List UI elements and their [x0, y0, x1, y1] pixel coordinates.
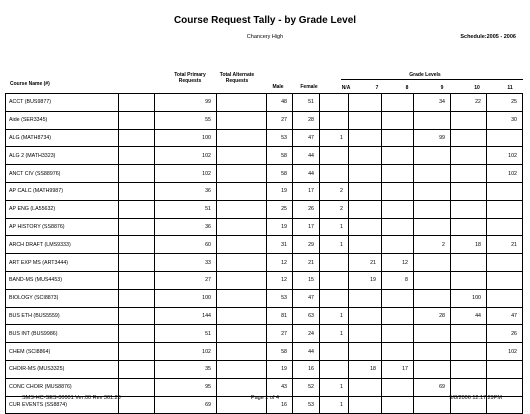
cell-male: 53 [267, 129, 293, 147]
cell-male: 58 [267, 343, 293, 361]
cell-course-name: CHOIR-MS (MUS3325) [6, 360, 119, 378]
cell-na [320, 165, 349, 183]
cell-total-primary: 51 [155, 200, 217, 218]
cell-female: 28 [293, 111, 320, 129]
header-total-primary [165, 72, 215, 84]
cell-na [320, 360, 349, 378]
cell-total-alternate [217, 200, 267, 218]
cell-course-name: ART EXP MS (ART3444) [6, 254, 119, 272]
cell-grade-9 [414, 289, 451, 307]
cell-female: 44 [293, 147, 320, 165]
cell-grade-10 [451, 129, 487, 147]
cell-grade-7 [349, 289, 382, 307]
table-row [6, 129, 523, 147]
cell-grade-11: 30 [487, 111, 523, 129]
cell-spacer [119, 289, 155, 307]
header-male-text: Male [272, 84, 284, 90]
table-row [6, 182, 523, 200]
cell-course-name: ALG (MATH8734) [6, 129, 119, 147]
cell-grade-10 [451, 254, 487, 272]
cell-male: 16 [267, 396, 293, 414]
cell-total-alternate [217, 129, 267, 147]
header-grade-11-text: 11 [507, 85, 513, 91]
cell-na [320, 271, 349, 289]
cell-total-primary: 33 [155, 254, 217, 272]
cell-male: 58 [267, 165, 293, 183]
cell-grade-10: 44 [451, 307, 487, 325]
cell-total-primary: 95 [155, 378, 217, 396]
cell-total-primary: 144 [155, 307, 217, 325]
cell-grade-9 [414, 218, 451, 236]
cell-female: 51 [293, 94, 320, 112]
cell-female: 15 [293, 271, 320, 289]
cell-grade-8 [382, 289, 414, 307]
cell-spacer [119, 147, 155, 165]
header-grade-9-text: 9 [440, 85, 444, 91]
grade-levels-divider [341, 79, 523, 80]
cell-na: 1 [320, 325, 349, 343]
cell-na: 1 [320, 378, 349, 396]
table-row [6, 165, 523, 183]
cell-grade-11: 102 [487, 343, 523, 361]
cell-grade-7 [349, 325, 382, 343]
header-total-alternate [212, 72, 262, 84]
cell-na [320, 343, 349, 361]
cell-male: 48 [267, 94, 293, 112]
cell-spacer [119, 218, 155, 236]
cell-grade-11: 26 [487, 325, 523, 343]
cell-grade-8 [382, 94, 414, 112]
table-row [6, 325, 523, 343]
cell-grade-7 [349, 307, 382, 325]
header-course-name-text: Course Name (#) [10, 81, 50, 87]
cell-spacer [119, 200, 155, 218]
cell-na: 1 [320, 307, 349, 325]
footer-doc-id: SMS-HC-SES-00001 Ver:00 Rev 361.23 [22, 395, 121, 401]
cell-grade-10 [451, 325, 487, 343]
header-grade-7 [367, 85, 387, 91]
cell-total-alternate [217, 325, 267, 343]
cell-course-name: ACCT (BUS9877) [6, 94, 119, 112]
cell-grade-11 [487, 378, 523, 396]
cell-grade-8 [382, 236, 414, 254]
cell-spacer [119, 325, 155, 343]
table-row [6, 343, 523, 361]
footer-timestamp: 5/8/2006 12:17:29PM [449, 395, 502, 401]
cell-grade-10 [451, 165, 487, 183]
cell-grade-7: 19 [349, 271, 382, 289]
cell-spacer [119, 129, 155, 147]
cell-total-alternate [217, 236, 267, 254]
cell-grade-7 [349, 111, 382, 129]
cell-grade-7 [349, 343, 382, 361]
cell-grade-9 [414, 343, 451, 361]
cell-spacer [119, 236, 155, 254]
header-male [268, 84, 288, 90]
cell-grade-10: 100 [451, 289, 487, 307]
cell-female: 63 [293, 307, 320, 325]
cell-grade-8: 8 [382, 271, 414, 289]
cell-total-primary: 100 [155, 129, 217, 147]
cell-grade-11 [487, 218, 523, 236]
cell-grade-11 [487, 289, 523, 307]
header-total-primary-line1: Total Primary [174, 72, 206, 78]
cell-male: 27 [267, 111, 293, 129]
cell-course-name: AP ENG (LA55632) [6, 200, 119, 218]
cell-male: 81 [267, 307, 293, 325]
cell-grade-9 [414, 360, 451, 378]
cell-grade-10 [451, 378, 487, 396]
cell-course-name: BUS ETH (BUS5559) [6, 307, 119, 325]
cell-male: 43 [267, 378, 293, 396]
header-course-name [10, 81, 50, 87]
cell-course-name: CONC CHOIR (MUS8876) [6, 378, 119, 396]
cell-grade-7 [349, 129, 382, 147]
cell-grade-11 [487, 360, 523, 378]
cell-grade-9 [414, 254, 451, 272]
cell-total-primary: 36 [155, 182, 217, 200]
cell-male: 31 [267, 236, 293, 254]
cell-total-primary: 102 [155, 147, 217, 165]
cell-course-name: BAND-MS (MUS4453) [6, 271, 119, 289]
table-row [6, 111, 523, 129]
header-grade-10-text: 10 [474, 85, 480, 91]
cell-total-alternate [217, 271, 267, 289]
cell-male: 58 [267, 147, 293, 165]
cell-total-primary: 102 [155, 165, 217, 183]
cell-grade-11: 25 [487, 94, 523, 112]
cell-grade-9: 99 [414, 129, 451, 147]
cell-grade-11 [487, 271, 523, 289]
cell-grade-9: 34 [414, 94, 451, 112]
table-row [6, 271, 523, 289]
cell-course-name: ALG 2 (MATH3323) [6, 147, 119, 165]
table-row [6, 360, 523, 378]
cell-total-primary: 35 [155, 360, 217, 378]
cell-na: 1 [320, 396, 349, 414]
cell-grade-8 [382, 200, 414, 218]
cell-male: 25 [267, 200, 293, 218]
cell-male: 27 [267, 325, 293, 343]
cell-grade-8: 17 [382, 360, 414, 378]
cell-total-alternate [217, 147, 267, 165]
cell-female: 44 [293, 165, 320, 183]
cell-course-name: ANCT CIV (SS88976) [6, 165, 119, 183]
cell-spacer [119, 271, 155, 289]
cell-total-primary: 60 [155, 236, 217, 254]
cell-course-name: AP HISTORY (SS8876) [6, 218, 119, 236]
cell-grade-9 [414, 165, 451, 183]
cell-grade-10 [451, 111, 487, 129]
cell-grade-11 [487, 254, 523, 272]
header-grade-8-text: 8 [405, 85, 409, 91]
cell-grade-8 [382, 343, 414, 361]
header-female-text: Female [300, 84, 318, 90]
cell-female: 26 [293, 200, 320, 218]
cell-total-alternate [217, 343, 267, 361]
cell-total-alternate [217, 360, 267, 378]
cell-female: 52 [293, 378, 320, 396]
header-total-primary-line2: Requests [178, 78, 202, 84]
cell-grade-7 [349, 218, 382, 236]
table-row [6, 254, 523, 272]
cell-total-alternate [217, 111, 267, 129]
cell-na [320, 147, 349, 165]
cell-grade-9 [414, 271, 451, 289]
cell-course-name: AP CALC (MATH9987) [6, 182, 119, 200]
cell-male: 12 [267, 254, 293, 272]
cell-female: 47 [293, 289, 320, 307]
cell-female: 17 [293, 182, 320, 200]
cell-grade-9 [414, 325, 451, 343]
table-row [6, 289, 523, 307]
table-row [6, 307, 523, 325]
cell-total-alternate [217, 182, 267, 200]
cell-grade-7 [349, 165, 382, 183]
cell-grade-10: 18 [451, 236, 487, 254]
cell-grade-10 [451, 182, 487, 200]
cell-total-alternate [217, 307, 267, 325]
cell-grade-11: 47 [487, 307, 523, 325]
cell-grade-11 [487, 129, 523, 147]
cell-total-primary: 69 [155, 396, 217, 414]
cell-grade-9 [414, 200, 451, 218]
cell-grade-9: 2 [414, 236, 451, 254]
cell-male: 19 [267, 218, 293, 236]
cell-spacer [119, 111, 155, 129]
cell-total-alternate [217, 378, 267, 396]
cell-female: 21 [293, 254, 320, 272]
header-grade-11 [500, 85, 520, 91]
cell-grade-10 [451, 200, 487, 218]
cell-male: 19 [267, 182, 293, 200]
cell-grade-11: 21 [487, 236, 523, 254]
cell-female: 17 [293, 218, 320, 236]
cell-na: 1 [320, 236, 349, 254]
schedule-label: Schedule:2005 - 2006 [460, 34, 516, 40]
header-grade-10 [467, 85, 487, 91]
cell-grade-9: 28 [414, 307, 451, 325]
footer-page-number: Page 1 of 4 [250, 395, 280, 401]
table-row [6, 200, 523, 218]
cell-grade-10: 22 [451, 94, 487, 112]
header-grade-8 [397, 85, 417, 91]
cell-total-alternate [217, 254, 267, 272]
cell-total-alternate [217, 218, 267, 236]
cell-course-name: BUS INT (BUS9986) [6, 325, 119, 343]
cell-total-primary: 102 [155, 343, 217, 361]
cell-female: 44 [293, 343, 320, 361]
cell-grade-11 [487, 200, 523, 218]
cell-na [320, 94, 349, 112]
cell-spacer [119, 378, 155, 396]
cell-female: 24 [293, 325, 320, 343]
cell-grade-10 [451, 147, 487, 165]
cell-grade-11: 102 [487, 165, 523, 183]
table-row [6, 94, 523, 112]
cell-total-primary: 51 [155, 325, 217, 343]
table-row [6, 236, 523, 254]
cell-grade-8 [382, 147, 414, 165]
table-row [6, 147, 523, 165]
cell-female: 16 [293, 360, 320, 378]
cell-grade-7 [349, 236, 382, 254]
cell-grade-7 [349, 378, 382, 396]
cell-grade-8 [382, 307, 414, 325]
cell-grade-8 [382, 129, 414, 147]
header-na [336, 85, 356, 91]
header-grade-levels-text: Grade Levels [409, 72, 441, 78]
cell-course-name: ARCH DRAFT (LMS9333) [6, 236, 119, 254]
cell-grade-9 [414, 182, 451, 200]
cell-female: 29 [293, 236, 320, 254]
cell-grade-8 [382, 111, 414, 129]
cell-grade-7 [349, 182, 382, 200]
cell-na [320, 289, 349, 307]
school-name: Chancery High [246, 34, 284, 40]
header-total-alternate-line2: Requests [225, 78, 249, 84]
cell-grade-9 [414, 147, 451, 165]
header-grade-9 [432, 85, 452, 91]
cell-grade-10 [451, 343, 487, 361]
cell-course-name: CHEM (SCI8864) [6, 343, 119, 361]
cell-grade-11: 102 [487, 147, 523, 165]
header-na-text: N/A [341, 85, 351, 91]
cell-na: 1 [320, 218, 349, 236]
cell-grade-10 [451, 218, 487, 236]
cell-spacer [119, 165, 155, 183]
table-row [6, 378, 523, 396]
table-row [6, 218, 523, 236]
cell-grade-8 [382, 378, 414, 396]
header-grade-levels [400, 72, 450, 78]
cell-male: 19 [267, 360, 293, 378]
cell-male: 53 [267, 289, 293, 307]
cell-grade-9: 69 [414, 378, 451, 396]
cell-total-primary: 55 [155, 111, 217, 129]
cell-grade-7 [349, 147, 382, 165]
cell-total-alternate [217, 94, 267, 112]
cell-grade-8 [382, 218, 414, 236]
header-total-alternate-line1: Total Alternate [219, 72, 255, 78]
cell-grade-7 [349, 200, 382, 218]
cell-course-name: Aide (SER3345) [6, 111, 119, 129]
header-female [296, 84, 322, 90]
cell-total-alternate [217, 289, 267, 307]
cell-female: 53 [293, 396, 320, 414]
cell-spacer [119, 360, 155, 378]
table-body [6, 94, 523, 414]
cell-grade-9 [414, 111, 451, 129]
header-grade-7-text: 7 [375, 85, 379, 91]
cell-na: 2 [320, 200, 349, 218]
cell-na: 2 [320, 182, 349, 200]
cell-total-primary: 100 [155, 289, 217, 307]
cell-total-alternate [217, 165, 267, 183]
cell-course-name: CUR EVENTS (SS8874) [6, 396, 119, 414]
cell-grade-8: 12 [382, 254, 414, 272]
cell-grade-8 [382, 182, 414, 200]
report-title: Course Request Tally - by Grade Level [173, 15, 357, 26]
cell-male: 12 [267, 271, 293, 289]
cell-spacer [119, 94, 155, 112]
cell-grade-7 [349, 94, 382, 112]
cell-total-primary: 36 [155, 218, 217, 236]
cell-course-name: BIOLOGY (SCI8873) [6, 289, 119, 307]
course-tally-table [5, 93, 523, 414]
cell-spacer [119, 307, 155, 325]
cell-grade-10 [451, 271, 487, 289]
cell-grade-7: 21 [349, 254, 382, 272]
cell-spacer [119, 182, 155, 200]
cell-female: 47 [293, 129, 320, 147]
cell-grade-7: 18 [349, 360, 382, 378]
cell-grade-10 [451, 360, 487, 378]
cell-total-primary: 99 [155, 94, 217, 112]
cell-grade-11 [487, 182, 523, 200]
cell-na [320, 111, 349, 129]
cell-spacer [119, 254, 155, 272]
cell-total-primary: 27 [155, 271, 217, 289]
cell-spacer [119, 343, 155, 361]
cell-grade-8 [382, 165, 414, 183]
cell-na [320, 254, 349, 272]
cell-na: 1 [320, 129, 349, 147]
cell-grade-8 [382, 325, 414, 343]
